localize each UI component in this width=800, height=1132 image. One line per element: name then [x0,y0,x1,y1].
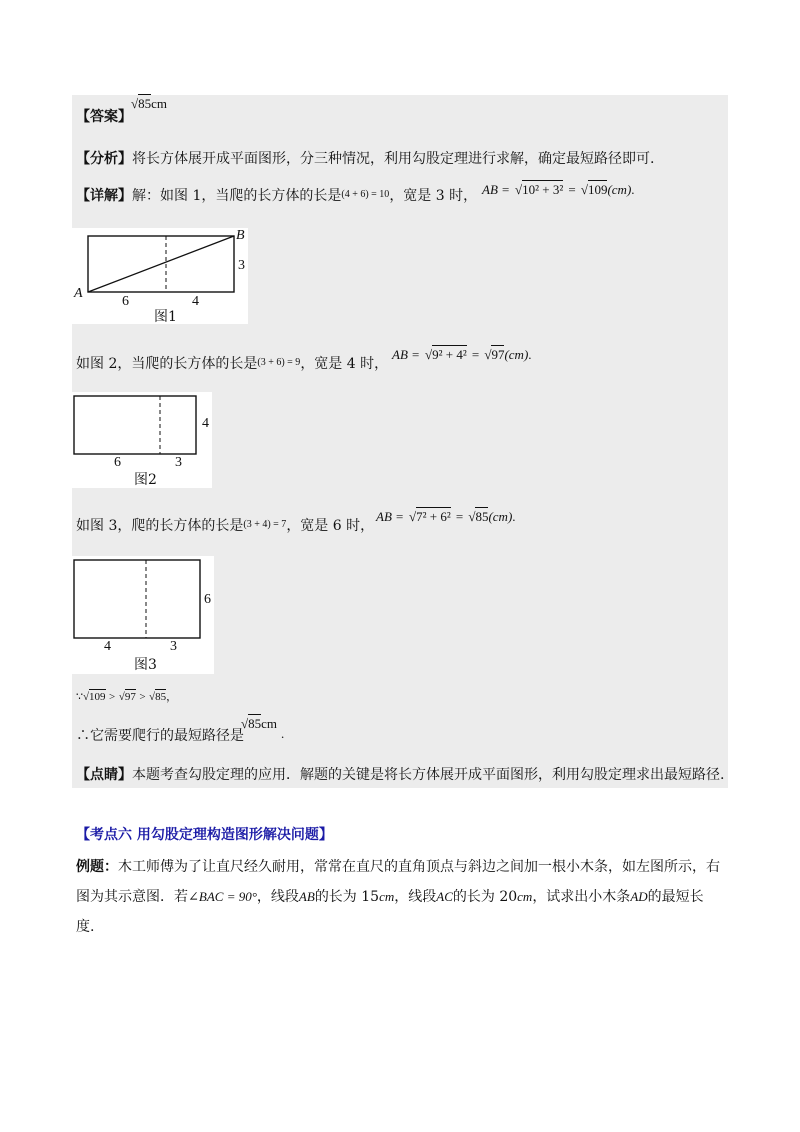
because-symbol: ∵ [76,690,83,703]
formula-3-result: 85 [475,509,489,524]
example-line-2 [76,888,704,906]
example-seg-ac: AC [436,889,453,904]
formula-2: AB = √9² + 4² = √97(cm). [392,347,532,362]
example-label: 例题： [76,859,118,875]
example-text-2e: 的长为 20 [452,889,518,905]
detail-line-1 [76,186,477,205]
line3-text-b: ，宽是 6 时， [286,518,375,534]
formula-3-eq: = [455,509,464,524]
fig3-rect [74,560,200,638]
section-title: 【考点六 用勾股定理构造图形解决问题】 [76,827,333,843]
because-tail: ， [166,690,178,703]
therefore-value: √85cm. [241,716,285,741]
formula-3-lhs: AB = [376,509,404,524]
fig2-left-label: 6 [114,455,121,470]
formula-3-radicand: 7² + 6² [416,509,451,524]
fig2-caption: 图2 [134,472,157,488]
formula-2-end: . [528,347,532,362]
formula-1-eq: = [568,182,576,197]
fig3-height-label: 6 [204,592,211,607]
line2-text-a: 如图 2，当爬的长方体的长是 [76,356,258,372]
formula-3: AB = √7² + 6² = √85(cm). [376,509,516,524]
example-text-2d: ，线段 [394,889,437,905]
detail-text-a: 解：如图 1，当爬的长方体的长是 [132,188,342,204]
detail-text-b: ，宽是 3 时， [389,188,478,204]
example-line-1 [76,858,720,876]
example-text-2a: 图为其示意图．若 [76,889,188,905]
example-unit-1: cm [379,889,395,904]
formula-2-result: 97 [491,347,505,362]
example-text-2b: ，线段 [256,889,299,905]
formula-1-result: 109 [587,182,608,197]
example-angle: ∠BAC = 90° [188,889,257,904]
example-text-1: 木工师傅为了让直尺经久耐用，常常在直尺的直角顶点与斜边之间加一根小木条，如左图所示，右 [118,859,720,875]
formula-1-radicand: 10² + 3² [522,182,564,197]
fig1-point-b: B [236,228,245,243]
fig2-height-label: 4 [202,416,209,431]
fig3-caption: 图3 [134,657,157,673]
example-unit-2: cm [517,889,533,904]
therefore-unit: cm [261,716,278,731]
answer-value: √85cm [131,96,168,111]
analysis-text: 将长方体展开成平面图形，分三种情况，利用勾股定理进行求解，确定最短路径即可. [132,151,655,167]
fig3-right-label: 3 [170,639,177,654]
formula-1-unit: (cm) [607,182,632,197]
fig1-left-label: 6 [122,294,129,309]
comment-label: 【点睛】 [76,767,132,783]
answer-line [76,108,132,126]
therefore-radicand: 85 [248,716,262,731]
because-gt2: > [139,691,146,703]
therefore-symbol: ∴ [76,728,90,744]
line-2 [76,354,388,373]
therefore-end: . [281,726,285,741]
answer-label: 【答案】 [76,109,132,125]
answer-unit: cm [151,96,168,111]
comment-line [76,766,724,784]
fig1-caption: 图1 [154,309,177,325]
line-3 [76,516,374,535]
formula-2-radicand: 9² + 4² [432,347,467,362]
example-text-2c: 的长为 15 [314,889,380,905]
fig1-height-label: 3 [238,258,245,273]
detail-label: 【详解】 [76,188,132,204]
line3-expr: (3 + 4) = 7 [243,519,287,530]
fig1-right-label: 4 [192,294,199,309]
fig2-rect [74,396,196,454]
fig2-right-label: 3 [175,455,182,470]
example-text-2f: ，试求出小木条 [532,889,631,905]
example-line-3: 度. [76,919,95,935]
example-seg-ad: AD [630,889,648,904]
figure-3 [72,556,214,674]
fig3-left-label: 4 [104,639,111,654]
because-line: ∵√109 > √97 > √85， [76,690,178,703]
formula-2-unit: (cm) [504,347,529,362]
because-r3: 85 [155,691,167,703]
formula-1-lhs: AB = [482,182,510,197]
therefore-text: 它需要爬行的最短路径是 [90,728,244,744]
therefore-line [76,727,244,745]
fig1-path-line [88,236,234,292]
formula-1-end: . [631,182,635,197]
because-r2: 97 [124,691,136,703]
detail-expr-1: (4 + 6) = 10 [341,189,390,200]
comment-text: 本题考查勾股定理的应用．解题的关键是将长方体展开成平面图形，利用勾股定理求出最短路径. [132,767,725,783]
because-r1: 109 [89,691,106,703]
analysis-line [76,150,654,168]
line3-text-a: 如图 3，爬的长方体的长是 [76,518,244,534]
formula-3-end: . [512,509,516,524]
figure-2 [72,392,212,488]
answer-radicand: 85 [138,96,152,111]
figure-1 [72,228,248,324]
formula-2-eq: = [471,347,480,362]
fig1-point-a: A [74,286,83,301]
because-gt1: > [109,691,116,703]
example-text-2g: 的最短长 [647,889,704,905]
formula-1: AB = √10² + 3² = √109(cm). [482,182,635,197]
line2-expr: (3 + 6) = 9 [257,357,301,368]
example-seg-ab: AB [298,889,315,904]
formula-3-unit: (cm) [488,509,513,524]
line2-text-b: ，宽是 4 时， [300,356,389,372]
formula-2-lhs: AB = [392,347,420,362]
analysis-label: 【分析】 [76,151,132,167]
